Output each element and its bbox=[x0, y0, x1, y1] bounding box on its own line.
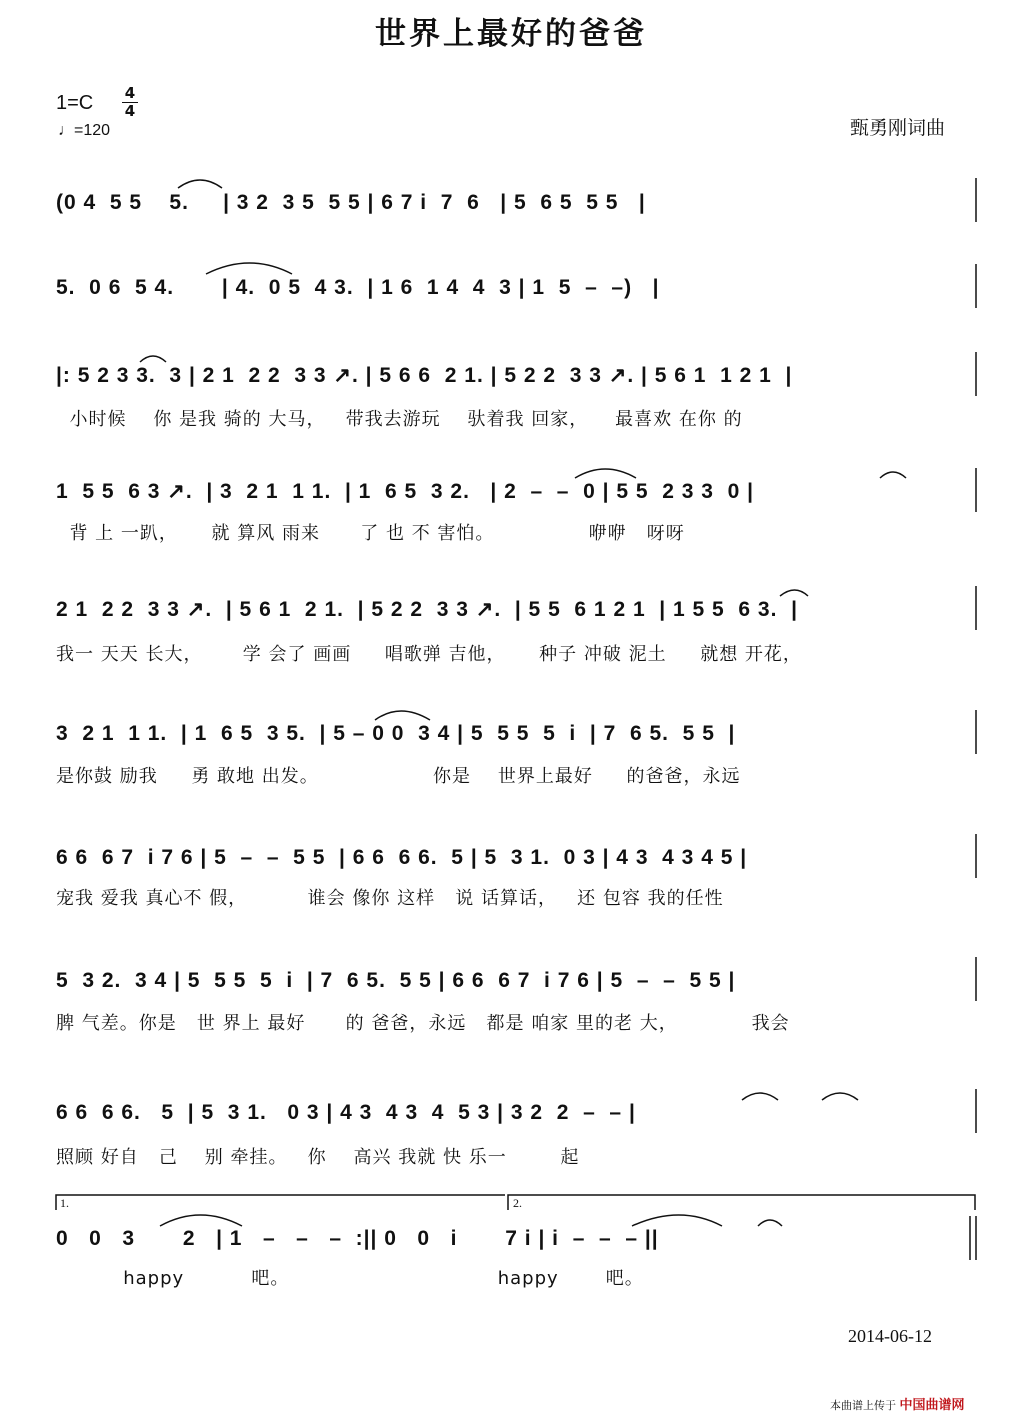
notation-row-8: 5 3 2. 3 4 | 5 5 5 5 i | 7 6 5. 5 5 | 6 6 6 7 i 7 6 | 5 – – 5 5 | bbox=[56, 969, 736, 992]
second-ending-label: 2. bbox=[513, 1196, 522, 1210]
lyric-row-4: 背 上 一趴， 就 算风 雨来 了 也 不 害怕。 咿咿 呀呀 bbox=[56, 523, 685, 544]
lyric-row-5: 我一 天天 长大， 学 会了 画画 唱歌弹 吉他， 种子 冲破 泥土 就想 开花， bbox=[56, 644, 802, 665]
date-stamp: 2014-06-12 bbox=[848, 1326, 932, 1346]
lyric-row-10: happy 吧。 happy 吧。 bbox=[56, 1268, 644, 1289]
notation-row-6: 3 2 1 1 1. | 1 6 5 3 5. | 5 – 0 0 3 4 | 5 5 5 5 i | 7 6 5. 5 5 | bbox=[56, 722, 736, 745]
lyric-row-3: 小时候 你 是我 骑的 大马， 带我去游玩 驮着我 回家， 最喜欢 在你 的 bbox=[56, 409, 743, 430]
upload-footer bbox=[830, 1394, 965, 1413]
notation-row-5: 2 1 2 2 3 3 ↗. | 5 6 1 2 1. | 5 2 2 3 3 ↗. | 5 5 6 1 2 1 | 1 5 5 6 3. | bbox=[56, 598, 798, 621]
notation-row-10: 0 0 3 2 | 1 – – – :|| 0 0 i 7 i | i – – – || bbox=[56, 1227, 659, 1250]
time-signature bbox=[122, 86, 138, 119]
notation-row-3: |: 5 2 3 3. 3 | 2 1 2 2 3 3 ↗. | 5 6 6 2 1. | 5 2 2 3 3 ↗. | 5 6 1 1 2 1 | bbox=[56, 364, 793, 387]
key-signature: 1=C bbox=[56, 92, 94, 114]
lyric-row-9: 照顾 好自 己 别 牵挂。 你 高兴 我就 快 乐一 起 bbox=[56, 1147, 580, 1168]
footer-site-logo: 中国曲谱网 bbox=[899, 1398, 965, 1413]
composer-credit: 甄勇刚词曲 bbox=[850, 117, 946, 139]
notation-row-1: (0 4 5 5 5. | 3 2 3 5 5 5 | 6 7 i 7 6 | 5 6 5 5 5 | bbox=[56, 191, 646, 214]
notation-row-2: 5. 0 6 5 4. | 4. 0 5 4 3. | 1 6 1 4 4 3 | 1 5 – –) | bbox=[56, 276, 660, 299]
lyric-row-6: 是你鼓 励我 勇 敢地 出发。 你是 世界上最好 的爸爸，永远 bbox=[56, 766, 741, 787]
tempo-marking: ♩=120 bbox=[58, 122, 111, 139]
notation-row-4: 1 5 5 6 3 ↗. | 3 2 1 1 1. | 1 6 5 3 2. | 2 – – 0 | 5 5 2 3 3 0 | bbox=[56, 480, 755, 503]
time-signature-bottom: 4 bbox=[124, 102, 136, 120]
lyric-row-8: 脾 气差。你是 世 界上 最好 的 爸爸，永远 都是 咱家 里的老 大， 我会 bbox=[56, 1013, 790, 1034]
lyric-row-7: 宠我 爱我 真心不 假， 谁会 像你 这样 说 话算话， 还 包容 我的任性 bbox=[56, 888, 724, 909]
notation-row-7: 6 6 6 7 i 7 6 | 5 – – 5 5 | 6 6 6 6. 5 | 5 3 1. 0 3 | 4 3 4 3 4 5 | bbox=[56, 846, 748, 869]
notation-row-9: 6 6 6 6. 5 | 5 3 1. 0 3 | 4 3 4 3 4 5 3 | 3 2 2 – – | bbox=[56, 1101, 636, 1124]
time-signature-top: 4 bbox=[124, 84, 136, 102]
footer-prefix: 本曲谱上传于 bbox=[830, 1399, 896, 1412]
song-title: 世界上最好的爸爸 bbox=[375, 16, 647, 52]
first-ending-label: 1. bbox=[60, 1196, 69, 1210]
